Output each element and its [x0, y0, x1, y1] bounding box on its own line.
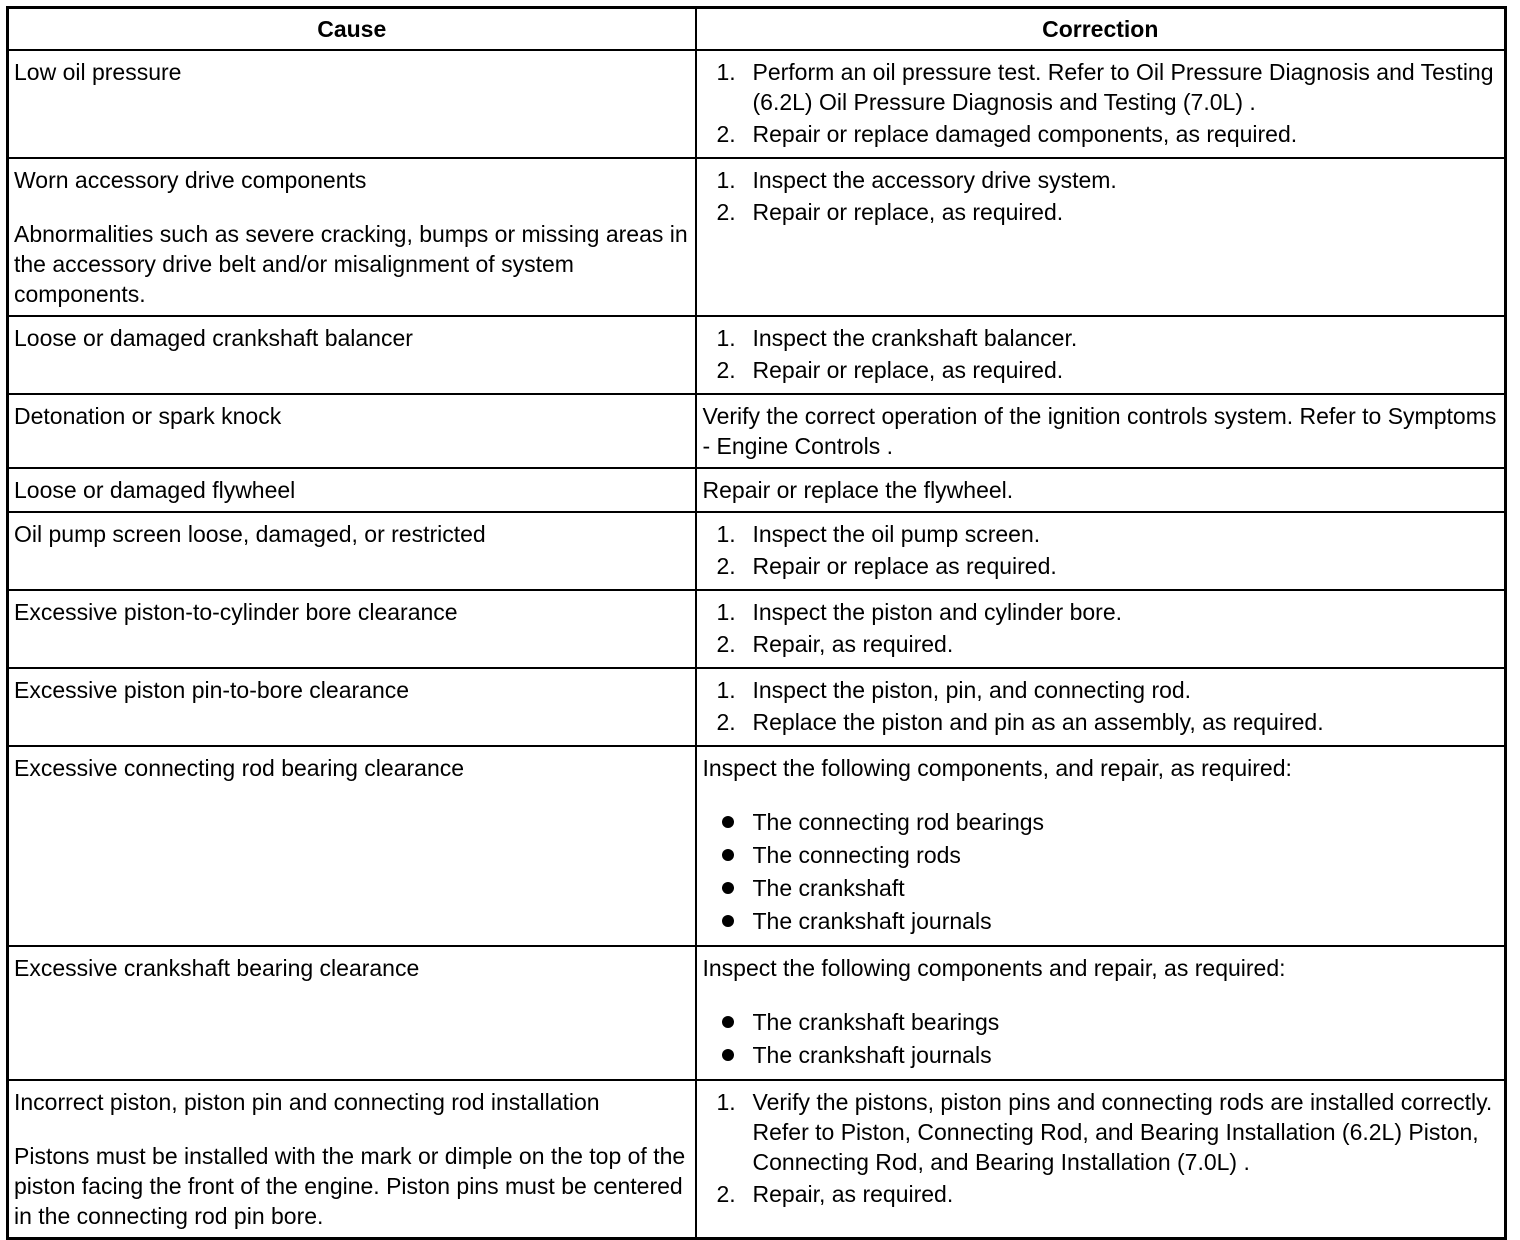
- step-text: Repair or replace as required.: [752, 553, 1057, 579]
- cause-title: Excessive piston pin-to-bore clearance: [14, 677, 410, 703]
- correction-bullets: [703, 1007, 1499, 1070]
- step-number: 2.: [716, 199, 736, 225]
- cause-cell: [8, 590, 696, 668]
- cause-title: Excessive connecting rod bearing clearance: [14, 755, 465, 781]
- cause-title: Low oil pressure: [14, 59, 182, 85]
- correction-steps: [703, 1087, 1499, 1209]
- correction-text: Repair or replace the flywheel.: [702, 477, 1014, 503]
- correction-cell: [696, 50, 1506, 158]
- bullet-item: [703, 873, 1499, 903]
- cause-title: Excessive crankshaft bearing clearance: [14, 955, 420, 981]
- step-text: Repair or replace damaged components, as required.: [752, 121, 1298, 147]
- bullet-item: [703, 1040, 1499, 1070]
- bullet-icon: [722, 1016, 734, 1028]
- bullet-text: The connecting rod bearings: [752, 809, 1045, 835]
- step-number: 1.: [716, 1089, 736, 1115]
- step-text: Repair, as required.: [752, 1181, 954, 1207]
- bullet-text: The crankshaft journals: [752, 908, 992, 934]
- correction-cell: [696, 1080, 1506, 1239]
- correction-step: [703, 1179, 1499, 1209]
- correction-steps: [703, 675, 1499, 737]
- bullet-text: The crankshaft journals: [752, 1042, 992, 1068]
- cause-title: Loose or damaged crankshaft balancer: [14, 325, 413, 351]
- table-row: [8, 746, 1506, 946]
- step-text: Perform an oil pressure test. Refer to Oil Pressure Diagnosis and Testing (6.2L) Oil Pressure Diagnosis and Testing (7.0L) .: [752, 59, 1494, 115]
- correction-steps: [703, 597, 1499, 659]
- table-row: [8, 316, 1506, 394]
- table-row: [8, 512, 1506, 590]
- cause-cell: [8, 1080, 696, 1239]
- step-text: Verify the pistons, piston pins and connecting rods are installed correctly. Refer to Piston, Connecting Rod, and Bearing Installation (6.2L) Piston, Connecting Rod, and Bearing Installation (7.0L) .: [752, 1089, 1493, 1175]
- step-text: Replace the piston and pin as an assembly, as required.: [752, 709, 1324, 735]
- correction-step: [703, 323, 1499, 353]
- cause-title: Worn accessory drive components: [14, 167, 367, 193]
- cause-cell: [8, 468, 696, 512]
- diagnostic-table: [6, 6, 1507, 1240]
- cause-cell: [8, 746, 696, 946]
- correction-step: [703, 551, 1499, 581]
- step-text: Inspect the oil pump screen.: [752, 521, 1041, 547]
- correction-step: [703, 165, 1499, 195]
- correction-steps: [703, 57, 1499, 149]
- table-row: [8, 394, 1506, 468]
- step-text: Inspect the accessory drive system.: [752, 167, 1117, 193]
- cause-cell: [8, 668, 696, 746]
- cause-title: Oil pump screen loose, damaged, or restricted: [14, 521, 486, 547]
- table-row: [8, 468, 1506, 512]
- step-number: 2.: [716, 357, 736, 383]
- step-text: Inspect the piston, pin, and connecting rod.: [752, 677, 1192, 703]
- step-number: 1.: [716, 599, 736, 625]
- step-number: 2.: [716, 709, 736, 735]
- step-text: Inspect the piston and cylinder bore.: [752, 599, 1123, 625]
- step-number: 2.: [716, 121, 736, 147]
- cause-title: Detonation or spark knock: [14, 403, 282, 429]
- correction-bullets: [703, 807, 1499, 936]
- correction-cell: [696, 668, 1506, 746]
- step-number: 1.: [716, 677, 736, 703]
- table-row: [8, 158, 1506, 316]
- correction-cell: [696, 590, 1506, 668]
- table-row: [8, 50, 1506, 158]
- correction-step: [703, 707, 1499, 737]
- step-number: 1.: [716, 167, 736, 193]
- correction-text: Verify the correct operation of the ignition controls system. Refer to Symptoms - Engine Controls .: [702, 403, 1497, 459]
- bullet-icon: [722, 816, 734, 828]
- correction-step: [703, 119, 1499, 149]
- correction-cell: [696, 158, 1506, 316]
- bullet-text: The crankshaft: [752, 875, 905, 901]
- table-row: [8, 946, 1506, 1080]
- cause-cell: [8, 316, 696, 394]
- cause-cell: [8, 512, 696, 590]
- step-text: Inspect the crankshaft balancer.: [752, 325, 1078, 351]
- cause-title: Excessive piston-to-cylinder bore clearance: [14, 599, 458, 625]
- correction-text: Inspect the following components and repair, as required:: [702, 955, 1286, 981]
- correction-cell: [696, 316, 1506, 394]
- bullet-item: [703, 906, 1499, 936]
- table-row: [8, 668, 1506, 746]
- bullet-icon: [722, 882, 734, 894]
- step-number: 2.: [716, 631, 736, 657]
- correction-steps: [703, 519, 1499, 581]
- correction-step: [703, 675, 1499, 705]
- bullet-icon: [722, 1049, 734, 1061]
- step-text: Repair, as required.: [752, 631, 954, 657]
- cause-header: Cause: [8, 8, 696, 51]
- correction-cell: [696, 468, 1506, 512]
- correction-header: Correction: [696, 8, 1506, 51]
- step-number: 1.: [716, 521, 736, 547]
- step-number: 1.: [716, 59, 736, 85]
- correction-cell: [696, 746, 1506, 946]
- correction-step: [703, 57, 1499, 117]
- bullet-text: The connecting rods: [752, 842, 961, 868]
- correction-cell: [696, 512, 1506, 590]
- cause-note: Pistons must be installed with the mark or dimple on the top of the piston facing the front of the engine. Piston pins must be centered in the connecting rod pin bore.: [14, 1143, 686, 1229]
- correction-cell: [696, 394, 1506, 468]
- correction-cell: [696, 946, 1506, 1080]
- cause-note: Abnormalities such as severe cracking, bumps or missing areas in the accessory drive belt and/or misalignment of system components.: [14, 221, 688, 307]
- correction-steps: [703, 323, 1499, 385]
- header-row: [8, 8, 1506, 51]
- cause-cell: [8, 158, 696, 316]
- step-text: Repair or replace, as required.: [752, 357, 1064, 383]
- cause-cell: [8, 394, 696, 468]
- step-text: Repair or replace, as required.: [752, 199, 1064, 225]
- step-number: 1.: [716, 325, 736, 351]
- step-number: 2.: [716, 1181, 736, 1207]
- bullet-text: The crankshaft bearings: [752, 1009, 1000, 1035]
- correction-text: Inspect the following components, and repair, as required:: [702, 755, 1292, 781]
- bullet-icon: [722, 915, 734, 927]
- bullet-icon: [722, 849, 734, 861]
- correction-step: [703, 197, 1499, 227]
- correction-step: [703, 597, 1499, 627]
- cause-cell: [8, 946, 696, 1080]
- table-row: [8, 1080, 1506, 1239]
- bullet-item: [703, 807, 1499, 837]
- bullet-item: [703, 840, 1499, 870]
- cause-title: Incorrect piston, piston pin and connecting rod installation: [14, 1089, 600, 1115]
- cause-title: Loose or damaged flywheel: [14, 477, 296, 503]
- correction-step: [703, 1087, 1499, 1177]
- cause-cell: [8, 50, 696, 158]
- correction-step: [703, 629, 1499, 659]
- table-row: [8, 590, 1506, 668]
- bullet-item: [703, 1007, 1499, 1037]
- correction-step: [703, 355, 1499, 385]
- correction-step: [703, 519, 1499, 549]
- step-number: 2.: [716, 553, 736, 579]
- correction-steps: [703, 165, 1499, 227]
